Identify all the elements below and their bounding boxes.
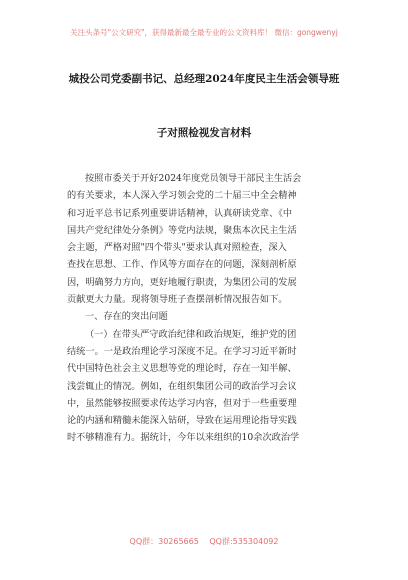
body-line: 代中国特色社会主义思想等党的理论时，存在一知半解、 xyxy=(67,363,297,375)
body-line: 按照市委关于开好2024年度党员领导干部民主生活会 xyxy=(85,173,302,184)
document-title-line-1: 城投公司党委副书记、总经理2024年度民主生活会领导班 xyxy=(68,73,340,85)
header-banner: 关注头条号"公文研究"，获得最新最全最专业的公文资料库！ 微信：gongwenyj xyxy=(70,28,338,37)
body-line: 会主题，严格对照"四个带头"要求认真对照检查，深入 xyxy=(67,242,287,254)
section-heading: 一、存在的突出问题 xyxy=(85,311,168,323)
footer-qq-group-1: QQ群：30265665 xyxy=(129,537,199,546)
body-line: 查找在思想、工作、作风等方面存在的问题，深刻剖析原 xyxy=(67,259,297,271)
body-line: 因，明确努力方向，更好地履行职责，为集团公司的发展 xyxy=(67,276,297,288)
footer-qq-group-2: QQ群:535304092 xyxy=(209,537,279,546)
footer xyxy=(0,536,408,547)
body-line: 中，虽然能够按照要求传达学习内容，但对于一些重要理 xyxy=(67,397,297,409)
document-title-line-2: 子对照检视发言材料 xyxy=(156,127,252,139)
body-line: 结统一。一是政治理论学习深度不足。在学习习近平新时 xyxy=(67,345,297,357)
body-line: 和习近平总书记系列重要讲话精神，认真研读党章、《中 xyxy=(67,207,293,219)
document-body xyxy=(67,170,347,447)
body-line: 的有关要求，本人深入学习领会党的二十届三中全会精神 xyxy=(67,190,297,202)
body-line: 贡献更大力量。现将领导班子查摆剖析情况报告如下。 xyxy=(67,294,288,306)
body-line: 国共产党纪律处分条例》等党内法规，聚焦本次民主生活 xyxy=(67,224,297,236)
body-line: 论的内涵和精髓未能深入钻研，导致在运用理论指导实践 xyxy=(67,415,297,427)
body-line: （一）在带头严守政治纪律和政治规矩，维护党的团 xyxy=(85,328,297,340)
body-line: 时不够精准有力。据统计，今年以来组织的10余次政治学 xyxy=(67,432,300,444)
body-line: 浅尝辄止的情况。例如，在组织集团公司的政治学习会议 xyxy=(67,380,297,392)
